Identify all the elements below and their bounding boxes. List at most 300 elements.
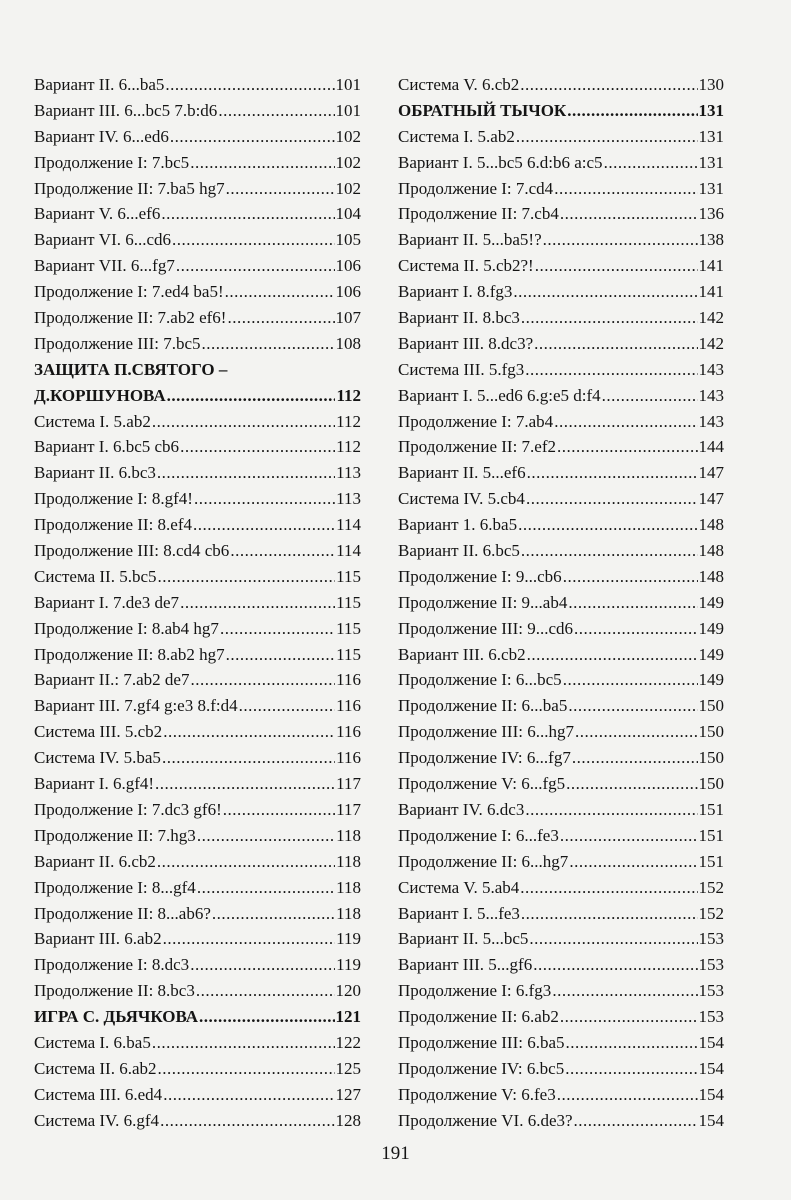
toc-entry: [398, 797, 724, 823]
toc-entry-label: Продолжение III: 9...cd6: [398, 618, 574, 638]
toc-entry-label: Продолжение I: 8.dc3: [34, 955, 190, 975]
toc-entry-label: Продолжение I: 6.fg3: [398, 981, 552, 1001]
toc-entry-page: 106: [335, 282, 361, 302]
toc-entry-page: 153: [698, 981, 724, 1001]
toc-entry-page: 107: [335, 308, 361, 328]
toc-leader-dots: [554, 409, 697, 435]
toc-entry-page: 149: [698, 670, 724, 690]
toc-leader-dots: [190, 150, 334, 176]
toc-entry-page: 113: [336, 463, 361, 483]
toc-entry: [398, 926, 724, 952]
toc-leader-dots: [193, 512, 335, 538]
toc-entry-page: 112: [336, 411, 361, 431]
toc-leader-dots: [527, 460, 698, 486]
toc-leader-dots: [180, 590, 335, 616]
toc-entry-label: Система III. 5.fg3: [398, 359, 525, 379]
toc-entry: [398, 383, 724, 409]
toc-entry-label: Система I. 6.ba5: [34, 1032, 151, 1052]
toc-section-heading: [398, 98, 724, 124]
toc-leader-dots: [557, 434, 697, 460]
toc-leader-dots: [566, 1030, 698, 1056]
toc-entry: [34, 1108, 361, 1134]
toc-entry-label: Вариант II. 6.bc3: [34, 463, 156, 483]
toc-entry: [34, 253, 361, 279]
toc-entry-page: 128: [335, 1110, 361, 1130]
toc-leader-dots: [533, 952, 697, 978]
toc-entry-label: Д.КОРШУНОВА: [34, 385, 166, 405]
toc-entry-page: 130: [698, 75, 724, 94]
toc-leader-dots: [567, 98, 697, 124]
toc-entry-label: Продолжение III: 6...hg7: [398, 722, 574, 742]
toc-entry-label: Продолжение V: 6...fg5: [398, 774, 566, 794]
toc-section-heading: [34, 357, 361, 383]
toc-entry: [398, 1004, 724, 1030]
toc-entry-label: Вариант II. 6...ba5: [34, 75, 165, 94]
toc-entry: [34, 512, 361, 538]
toc-leader-dots: [218, 98, 334, 124]
toc-entry: [398, 667, 724, 693]
toc-leader-dots: [163, 1082, 334, 1108]
toc-entry: [34, 150, 361, 176]
toc-leader-dots: [527, 642, 698, 668]
toc-entry-label: Вариант III. 6.ab2: [34, 929, 162, 949]
toc-entry-label: Продолжение II: 7.ef2: [398, 437, 557, 457]
toc-entry-page: 118: [336, 877, 361, 897]
toc-entry: [398, 823, 724, 849]
toc-leader-dots: [190, 667, 335, 693]
toc-leader-dots: [520, 72, 697, 98]
toc-entry: [34, 590, 361, 616]
toc-entry-page: 153: [698, 955, 724, 975]
toc-entry-label: ИГРА С. ДЬЯЧКОВА: [34, 1007, 199, 1027]
toc-entry-label: Продолжение II: 8.bc3: [34, 981, 195, 1001]
toc-entry-label: Вариант II. 5...ba5!?: [398, 230, 542, 250]
toc-leader-dots: [568, 590, 697, 616]
toc-entry-page: 150: [698, 748, 724, 768]
toc-entry: [34, 201, 361, 227]
toc-entry-page: 147: [698, 463, 724, 483]
toc-entry-page: 101: [335, 100, 361, 120]
toc-entry-label: Продолжение I: 7.cd4: [398, 178, 554, 198]
toc-leader-dots: [220, 616, 335, 642]
toc-entry-page: 151: [698, 851, 724, 871]
toc-entry: [34, 978, 361, 1004]
toc-entry: [34, 460, 361, 486]
toc-leader-dots: [212, 901, 335, 927]
toc-entry-page: 102: [335, 126, 361, 146]
toc-entry-page: 120: [335, 981, 361, 1001]
toc-leader-dots: [554, 176, 697, 202]
toc-leader-dots: [521, 901, 698, 927]
toc-leader-dots: [560, 823, 698, 849]
toc-entry-label: Продолжение I: 9...cb6: [398, 566, 562, 586]
toc-entry: [398, 875, 724, 901]
toc-entry: [34, 124, 361, 150]
toc-entry: [34, 538, 361, 564]
toc-entry-page: 116: [336, 696, 361, 716]
toc-entry-label: Система III. 6.ed4: [34, 1084, 163, 1104]
toc-entry-page: 148: [698, 566, 724, 586]
toc-entry: [398, 693, 724, 719]
toc-entry-label: Продолжение VI. 6.de3?: [398, 1110, 573, 1130]
toc-entry: [34, 434, 361, 460]
toc-entry: [34, 1030, 361, 1056]
toc-entry-label: ОБРАТНЫЙ ТЫЧОК: [398, 100, 567, 120]
toc-entry-page: 113: [336, 489, 361, 509]
toc-entry: [398, 176, 724, 202]
toc-entry: [34, 564, 361, 590]
toc-entry-page: 118: [336, 903, 361, 923]
toc-entry-page: 102: [335, 178, 361, 198]
toc-entry-page: 119: [336, 929, 361, 949]
toc-entry: [34, 745, 361, 771]
toc-leader-dots: [170, 124, 335, 150]
toc-leader-dots: [575, 719, 698, 745]
toc-entry: [34, 305, 361, 331]
toc-entry-page: 127: [335, 1084, 361, 1104]
toc-leader-dots: [165, 72, 334, 98]
toc-entry-page: 106: [335, 256, 361, 276]
toc-entry-label: Вариант II. 8.bc3: [398, 308, 520, 328]
toc-entry-label: Система IV. 5.ba5: [34, 748, 161, 768]
toc-entry-label: Вариант I. 7.de3 de7: [34, 592, 180, 612]
toc-entry-page: 131: [698, 126, 724, 146]
toc-entry: [398, 771, 724, 797]
toc-entry: [34, 901, 361, 927]
toc-leader-dots: [152, 1030, 335, 1056]
toc-entry-label: Вариант II. 5...ef6: [398, 463, 526, 483]
toc-leader-dots: [529, 926, 697, 952]
toc-entry-page: 101: [335, 75, 361, 94]
toc-entry-label: Продолжение I: 7.dc3 gf6!: [34, 799, 222, 819]
toc-entry-page: 108: [335, 333, 361, 353]
toc-entry-page: 115: [336, 566, 361, 586]
toc-entry: [398, 279, 724, 305]
toc-entry-page: 112: [336, 437, 361, 457]
toc-entry-label: Вариант VII. 6...fg7: [34, 256, 175, 276]
toc-entry: [34, 227, 361, 253]
toc-entry: [34, 409, 361, 435]
toc-leader-dots: [602, 383, 698, 409]
toc-entry-page: 114: [336, 515, 361, 535]
toc-entry-label: Система V. 6.cb2: [398, 75, 520, 94]
toc-entry-page: 150: [698, 774, 724, 794]
toc-entry: [34, 926, 361, 952]
toc-leader-dots: [568, 693, 697, 719]
toc-entry-page: 116: [336, 722, 361, 742]
toc-entry-label: Вариант I. 6.gf4!: [34, 774, 155, 794]
toc-entry-page: 136: [698, 204, 724, 224]
toc-entry: [398, 150, 724, 176]
toc-entry-label: Продолжение I: 7.bc5: [34, 152, 190, 172]
toc-entry: [34, 279, 361, 305]
toc-entry-label: Система II. 5.cb2?!: [398, 256, 534, 276]
toc-entry-page: 117: [336, 799, 361, 819]
toc-leader-dots: [534, 331, 697, 357]
toc-entry-label: Вариант IV. 6...ed6: [34, 126, 169, 146]
toc-entry-label: Вариант I. 6.bc5 cb6: [34, 437, 180, 457]
toc-entry: [398, 486, 724, 512]
toc-leader-dots: [167, 383, 336, 409]
toc-leader-dots: [521, 538, 698, 564]
toc-leader-dots: [226, 176, 335, 202]
toc-entry: [34, 771, 361, 797]
toc-entry: [398, 564, 724, 590]
toc-entry-label: Продолжение III: 6.ba5: [398, 1032, 565, 1052]
toc-entry-label: Система IV. 6.gf4: [34, 1110, 160, 1130]
toc-leader-dots: [196, 978, 335, 1004]
toc-leader-dots: [199, 1004, 334, 1030]
toc-entry-page: 105: [335, 230, 361, 250]
toc-entry-label: Вариант I. 5...ed6 6.g:e5 d:f4: [398, 385, 601, 405]
toc-entry: [398, 1056, 724, 1082]
toc-entry-page: 149: [698, 618, 724, 638]
toc-entry-label: Продолжение II: 8.ef4: [34, 515, 193, 535]
toc-entry: [34, 667, 361, 693]
toc-entry-page: 143: [698, 385, 724, 405]
toc-entry-page: 115: [336, 592, 361, 612]
toc-entry-page: 153: [698, 929, 724, 949]
toc-leader-dots: [163, 719, 335, 745]
toc-entry-page: 151: [698, 799, 724, 819]
toc-entry-page: 150: [698, 722, 724, 742]
toc-entry-label: Вариант V. 6...ef6: [34, 204, 161, 224]
toc-leader-dots: [239, 693, 336, 719]
toc-leader-dots: [574, 616, 697, 642]
toc-entry: [34, 952, 361, 978]
toc-entry-page: 143: [698, 411, 724, 431]
toc-right-column: [398, 72, 724, 1134]
toc-entry-page: 151: [698, 825, 724, 845]
toc-entry: [34, 823, 361, 849]
toc-entry-label: Вариант III. 6...bc5 7.b:d6: [34, 100, 218, 120]
toc-entry-label: Продолжение II: 8.ab2 hg7: [34, 644, 225, 664]
toc-entry: [398, 1030, 724, 1056]
toc-entry: [398, 305, 724, 331]
toc-entry: [398, 201, 724, 227]
toc-entry-page: 149: [698, 644, 724, 664]
toc-entry: [34, 875, 361, 901]
toc-entry: [398, 590, 724, 616]
toc-leader-dots: [513, 279, 697, 305]
toc-leader-dots: [552, 978, 697, 1004]
toc-entry-label: Продолжение II: 7.cb4: [398, 204, 559, 224]
toc-leader-dots: [560, 201, 698, 227]
toc-entry-page: 154: [698, 1084, 724, 1104]
toc-entry: [398, 1108, 724, 1134]
toc-entry: [398, 1082, 724, 1108]
toc-leader-dots: [535, 253, 698, 279]
toc-leader-dots: [230, 538, 335, 564]
toc-leader-dots: [604, 150, 698, 176]
toc-entry: [398, 460, 724, 486]
toc-leader-dots: [518, 512, 697, 538]
toc-entry-label: Продолжение II: 7.ab2 ef6!: [34, 308, 227, 328]
toc-entry: [398, 72, 724, 98]
toc-entry-label: Вариант VI. 6...cd6: [34, 230, 172, 250]
toc-entry-page: 152: [698, 903, 724, 923]
toc-entry-label: Вариант III. 6.cb2: [398, 644, 526, 664]
toc-entry-label: Вариант II. 6.bc5: [398, 541, 520, 561]
toc-entry-label: Система V. 5.ab4: [398, 877, 520, 897]
toc-leader-dots: [161, 201, 334, 227]
toc-entry-label: Продолжение I: 8...gf4: [34, 877, 196, 897]
toc-entry: [398, 901, 724, 927]
toc-entry: [398, 253, 724, 279]
toc-entry-page: 115: [336, 618, 361, 638]
toc-entry: [398, 978, 724, 1004]
toc-entry-page: 118: [336, 851, 361, 871]
toc-entry-label: Вариант III. 8.dc3?: [398, 333, 534, 353]
toc-leader-dots: [152, 409, 335, 435]
toc-entry-page: 154: [698, 1110, 724, 1130]
toc-entry: [34, 849, 361, 875]
toc-entry-page: 141: [698, 282, 724, 302]
toc-entry-label: Продолжение III: 7.bc5: [34, 333, 201, 353]
toc-entry: [398, 642, 724, 668]
toc-entry-label: Продолжение II: 6.ab2: [398, 1007, 559, 1027]
toc-entry: [34, 1082, 361, 1108]
toc-leader-dots: [176, 253, 335, 279]
page-number: 191: [381, 1143, 410, 1164]
toc-leader-dots: [521, 305, 698, 331]
toc-leader-dots: [162, 745, 335, 771]
toc-entry: [34, 719, 361, 745]
toc-leader-dots: [525, 357, 697, 383]
toc-entry: [34, 797, 361, 823]
toc-entry-label: Продолжение V: 6.fe3: [398, 1084, 556, 1104]
toc-entry-page: 141: [698, 256, 724, 276]
toc-leader-dots: [565, 1056, 697, 1082]
toc-section-heading: [34, 1004, 361, 1030]
toc-entry-page: 138: [698, 230, 724, 250]
toc-entry-label: Вариант II.: 7.ab2 de7: [34, 670, 190, 690]
toc-entry: [398, 616, 724, 642]
toc-entry-page: 150: [698, 696, 724, 716]
toc-entry-label: Продолжение I: 8.gf4!: [34, 489, 193, 509]
toc-entry-label: Система IV. 5.cb4: [398, 489, 525, 509]
toc-leader-dots: [525, 797, 697, 823]
toc-leader-dots: [158, 564, 336, 590]
toc-entry-label: Продолжение I: 6...bc5: [398, 670, 562, 690]
toc-entry: [34, 616, 361, 642]
toc-leader-dots: [563, 667, 698, 693]
toc-section-heading: [34, 383, 361, 409]
toc-entry-label: Продолжение I: 7.ab4: [398, 411, 554, 431]
toc-leader-dots: [172, 227, 334, 253]
toc-entry-label: Вариант II. 6.cb2: [34, 851, 156, 871]
toc-leader-dots: [560, 1004, 698, 1030]
toc-entry-label: Продолжение IV: 6...fg7: [398, 748, 571, 768]
toc-entry-label: Вариант III. 5...gf6: [398, 955, 533, 975]
toc-entry: [398, 538, 724, 564]
toc-leader-dots: [157, 460, 335, 486]
toc-entry: [34, 331, 361, 357]
toc-entry-label: Вариант I. 5...bc5 6.d:b6 a:c5: [398, 152, 603, 172]
toc-entry-label: Вариант I. 8.fg3: [398, 282, 513, 302]
toc-entry: [398, 357, 724, 383]
toc-left-column: [34, 72, 361, 1134]
toc-entry-label: Вариант III. 7.gf4 g:e3 8.f:d4: [34, 696, 238, 716]
toc-entry-page: 142: [698, 333, 724, 353]
toc-entry-page: 117: [336, 774, 361, 794]
toc-leader-dots: [180, 434, 335, 460]
toc-entry-page: 144: [698, 437, 724, 457]
toc-entry-page: 115: [336, 644, 361, 664]
toc-entry-label: Вариант II. 5...bc5: [398, 929, 529, 949]
toc-leader-dots: [197, 875, 335, 901]
toc-leader-dots: [566, 771, 697, 797]
toc-entry: [398, 952, 724, 978]
toc-entry-page: 131: [698, 152, 724, 172]
toc-leader-dots: [155, 771, 335, 797]
toc-entry-page: 112: [336, 385, 361, 405]
toc-entry-label: Система I. 5.ab2: [398, 126, 515, 146]
toc-entry-label: Продолжение II: 6...ba5: [398, 696, 568, 716]
toc-entry-label: Продолжение II: 7.hg3: [34, 825, 196, 845]
toc-entry: [34, 642, 361, 668]
toc-leader-dots: [574, 1108, 698, 1134]
toc-entry-label: Система II. 5.bc5: [34, 566, 157, 586]
toc-entry-label: Вариант 1. 6.ba5: [398, 515, 518, 535]
toc-entry-page: 125: [335, 1058, 361, 1078]
toc-entry: [398, 124, 724, 150]
toc-entry: [398, 409, 724, 435]
toc-entry-page: 149: [698, 592, 724, 612]
toc-entry-page: 131: [698, 178, 724, 198]
toc-entry-page: 104: [335, 204, 361, 224]
toc-entry-page: 116: [336, 748, 361, 768]
toc-leader-dots: [202, 331, 335, 357]
toc-leader-dots: [557, 1082, 698, 1108]
toc-entry: [398, 331, 724, 357]
toc-leader-dots: [223, 797, 335, 823]
toc-entry: [34, 98, 361, 124]
toc-entry: [398, 745, 724, 771]
toc-entry-label: Продолжение IV: 6.bc5: [398, 1058, 565, 1078]
toc-entry-label: Продолжение I: 6...fe3: [398, 825, 559, 845]
toc-entry-page: 131: [698, 100, 724, 120]
toc-entry-page: 154: [698, 1058, 724, 1078]
toc-entry-label: Система III. 5.cb2: [34, 722, 163, 742]
toc-leader-dots: [516, 124, 698, 150]
toc-entry: [398, 227, 724, 253]
toc-entry-label: ЗАЩИТА П.СВЯТОГО –: [34, 359, 228, 379]
toc-entry-label: Продолжение I: 7.ed4 ba5!: [34, 282, 224, 302]
toc-entry-page: 153: [698, 1007, 724, 1027]
toc-leader-dots: [572, 745, 698, 771]
toc-leader-dots: [197, 823, 335, 849]
toc-entry-page: 122: [335, 1032, 361, 1052]
toc-entry: [34, 72, 361, 98]
toc-leader-dots: [190, 952, 335, 978]
toc-entry-page: 147: [698, 489, 724, 509]
toc-entry: [398, 434, 724, 460]
toc-entry: [34, 1056, 361, 1082]
toc-entry-page: 119: [336, 955, 361, 975]
toc-leader-dots: [225, 279, 335, 305]
toc-entry-page: 114: [336, 541, 361, 561]
toc-entry-label: Система II. 6.ab2: [34, 1058, 157, 1078]
toc-leader-dots: [163, 926, 336, 952]
toc-entry-label: Продолжение II: 6...hg7: [398, 851, 569, 871]
toc-entry-label: Продолжение II: 7.ba5 hg7: [34, 178, 225, 198]
toc-leader-dots: [157, 849, 335, 875]
toc-entry-label: Продолжение III: 8.cd4 cb6: [34, 541, 230, 561]
toc-entry-label: Продолжение I: 8.ab4 hg7: [34, 618, 219, 638]
toc-entry-page: 143: [698, 359, 724, 379]
toc-entry: [34, 693, 361, 719]
